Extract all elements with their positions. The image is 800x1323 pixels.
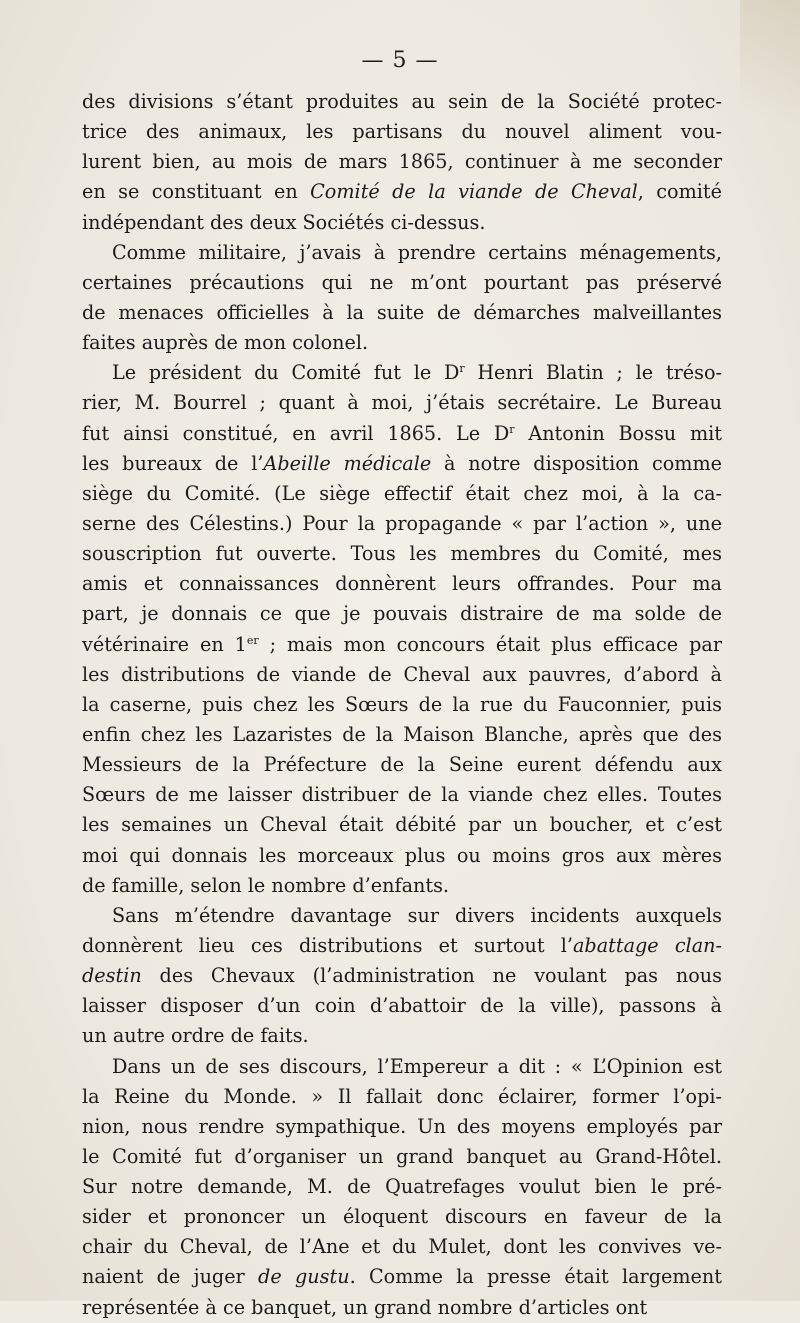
text-run: Dans un de ses discours, l’Empereur a dit : « L’Opinion est — [112, 1054, 722, 1078]
text-line — [82, 630, 722, 660]
text-run: de famille, selon le nombre d’enfants. — [82, 873, 450, 897]
text-line — [82, 509, 722, 539]
text-line — [82, 117, 722, 147]
text-run: rier, M. Bourrel ; quant à moi, j’étais secrétaire. Le Bureau — [82, 391, 722, 415]
superscript: r — [459, 362, 465, 376]
text-line — [82, 991, 722, 1021]
text-run: le Comité fut d’organiser un grand banquet au Grand-Hôtel. — [82, 1144, 722, 1168]
text-line — [82, 901, 722, 931]
text-run: en se constituant en — [82, 180, 311, 204]
text-line — [82, 1021, 722, 1051]
text-run: amis et connaissances donnèrent leurs offrandes. Pour ma — [82, 572, 722, 596]
text-run: la caserne, puis chez les Sœurs de la rue du Fauconnier, puis — [82, 692, 722, 716]
text-run: Le président du Comité fut le D — [112, 361, 460, 385]
page-number: — 5 — — [361, 48, 439, 73]
text-run: les semaines un Cheval était débité par un boucher, et c’est — [82, 813, 722, 837]
text-run: . Comme la presse était largement — [349, 1265, 722, 1289]
text-run: certaines précautions qui ne m’ont pourtant pas préservé — [82, 270, 722, 294]
text-run: nion, nous rendre sympathique. Un des moyens employés par — [82, 1114, 722, 1138]
text-run: indépendant des deux Sociétés ci-dessus. — [82, 210, 486, 234]
text-run: souscription fut ouverte. Tous les membres du Comité, mes — [82, 542, 722, 566]
text-line — [82, 208, 722, 238]
text-line — [82, 750, 722, 780]
text-run: vétérinaire en 1 — [82, 632, 247, 656]
text-run: fut ainsi constitué, en avril 1865. Le D — [82, 421, 510, 445]
italic-text: destin — [82, 964, 142, 988]
text-run: un autre ordre de faits. — [82, 1024, 309, 1048]
text-run: lurent bien, au mois de mars 1865, continuer à me seconder — [82, 150, 722, 174]
text-run: enfin chez les Lazaristes de la Maison Blanche, après que des — [82, 722, 722, 746]
text-line — [82, 931, 722, 961]
text-run: Messieurs de la Préfecture de la Seine eurent défendu aux — [82, 753, 722, 777]
text-line — [82, 1052, 722, 1082]
text-line — [82, 871, 722, 901]
text-run: laisser disposer d’un coin d’abattoir de la ville), passons à — [82, 994, 722, 1018]
text-line — [82, 328, 722, 358]
text-line — [82, 358, 722, 388]
text-run: représentée à ce banquet, un grand nombre d’articles ont — [82, 1295, 648, 1319]
text-run: Sans m’étendre davantage sur divers incidents auxquels — [112, 903, 722, 927]
text-line — [82, 388, 722, 418]
text-line — [82, 87, 722, 117]
text-line — [82, 569, 722, 599]
text-line — [82, 961, 722, 991]
text-run: moi qui donnais les morceaux plus ou moins gros aux mères — [82, 843, 722, 867]
text-run: les distributions de viande de Cheval aux pauvres, d’abord à — [82, 662, 722, 686]
paper-stain — [740, 0, 800, 170]
italic-text: abattage clan- — [572, 933, 722, 957]
text-line — [82, 1082, 722, 1112]
text-run: Henri Blatin ; le tréso- — [464, 361, 722, 385]
text-line — [82, 1112, 722, 1142]
text-run: part, je donnais ce que je pouvais distraire de ma solde de — [82, 602, 722, 626]
text-line — [82, 660, 722, 690]
text-line — [82, 599, 722, 629]
text-run: ; mais mon concours était plus efficace par — [258, 632, 722, 656]
text-line — [82, 298, 722, 328]
text-run: de menaces officielles à la suite de démarches malveillantes — [82, 300, 722, 324]
text-line — [82, 419, 722, 449]
text-run: Antonin Bossu mit — [514, 421, 722, 445]
superscript: er — [246, 633, 259, 647]
superscript: r — [509, 422, 515, 436]
text-line — [82, 238, 722, 268]
text-line — [82, 449, 722, 479]
text-run: Sœurs de me laisser distribuer de la viande chez elles. Toutes — [82, 783, 722, 807]
text-line — [82, 841, 722, 871]
text-run: à notre disposition comme — [431, 451, 722, 475]
italic-text: Abeille médicale — [263, 451, 432, 475]
text-run: chair du Cheval, de l’Ane et du Mulet, dont les convives ve- — [82, 1235, 722, 1259]
text-run: trice des animaux, les partisans du nouvel aliment vou- — [82, 120, 722, 144]
text-run: des divisions s’étant produites au sein de la Société protec- — [82, 90, 722, 113]
text-run: , comité — [637, 180, 722, 204]
text-run: la Reine du Monde. » Il fallait donc éclairer, former l’opi- — [82, 1084, 722, 1108]
text-run: donnèrent lieu ces distributions et surtout l’ — [82, 933, 573, 957]
text-run: les bureaux de l’ — [82, 451, 264, 475]
text-line — [82, 1293, 722, 1323]
text-line — [82, 479, 722, 509]
text-run: Comme militaire, j’avais à prendre certains ménagements, — [112, 240, 722, 264]
text-run: sider et prononcer un éloquent discours en faveur de la — [82, 1205, 722, 1229]
body-text — [82, 87, 722, 1323]
italic-text: de gustu — [258, 1265, 350, 1289]
text-run: siège du Comité. (Le siège effectif était chez moi, à la ca- — [82, 481, 722, 505]
text-line — [82, 1202, 722, 1232]
text-line — [82, 1172, 722, 1202]
text-line — [82, 147, 722, 177]
text-run: naient de juger — [82, 1265, 259, 1289]
text-run: serne des Célestins.) Pour la propagande « par l’action », une — [82, 511, 722, 535]
text-line — [82, 720, 722, 750]
text-run: Sur notre demande, M. de Quatrefages voulut bien le pré- — [82, 1175, 722, 1199]
text-line — [82, 177, 722, 207]
text-line — [82, 539, 722, 569]
text-line — [82, 1232, 722, 1262]
text-line — [82, 1142, 722, 1172]
text-line — [82, 810, 722, 840]
text-line — [82, 268, 722, 298]
text-line — [82, 1262, 722, 1292]
text-line — [82, 690, 722, 720]
text-line — [82, 780, 722, 810]
text-run: faites auprès de mon colonel. — [82, 331, 369, 355]
italic-text: Comité de la viande de Cheval — [310, 180, 638, 204]
text-run: des Chevaux (l’administration ne voulant pas nous — [141, 964, 722, 988]
